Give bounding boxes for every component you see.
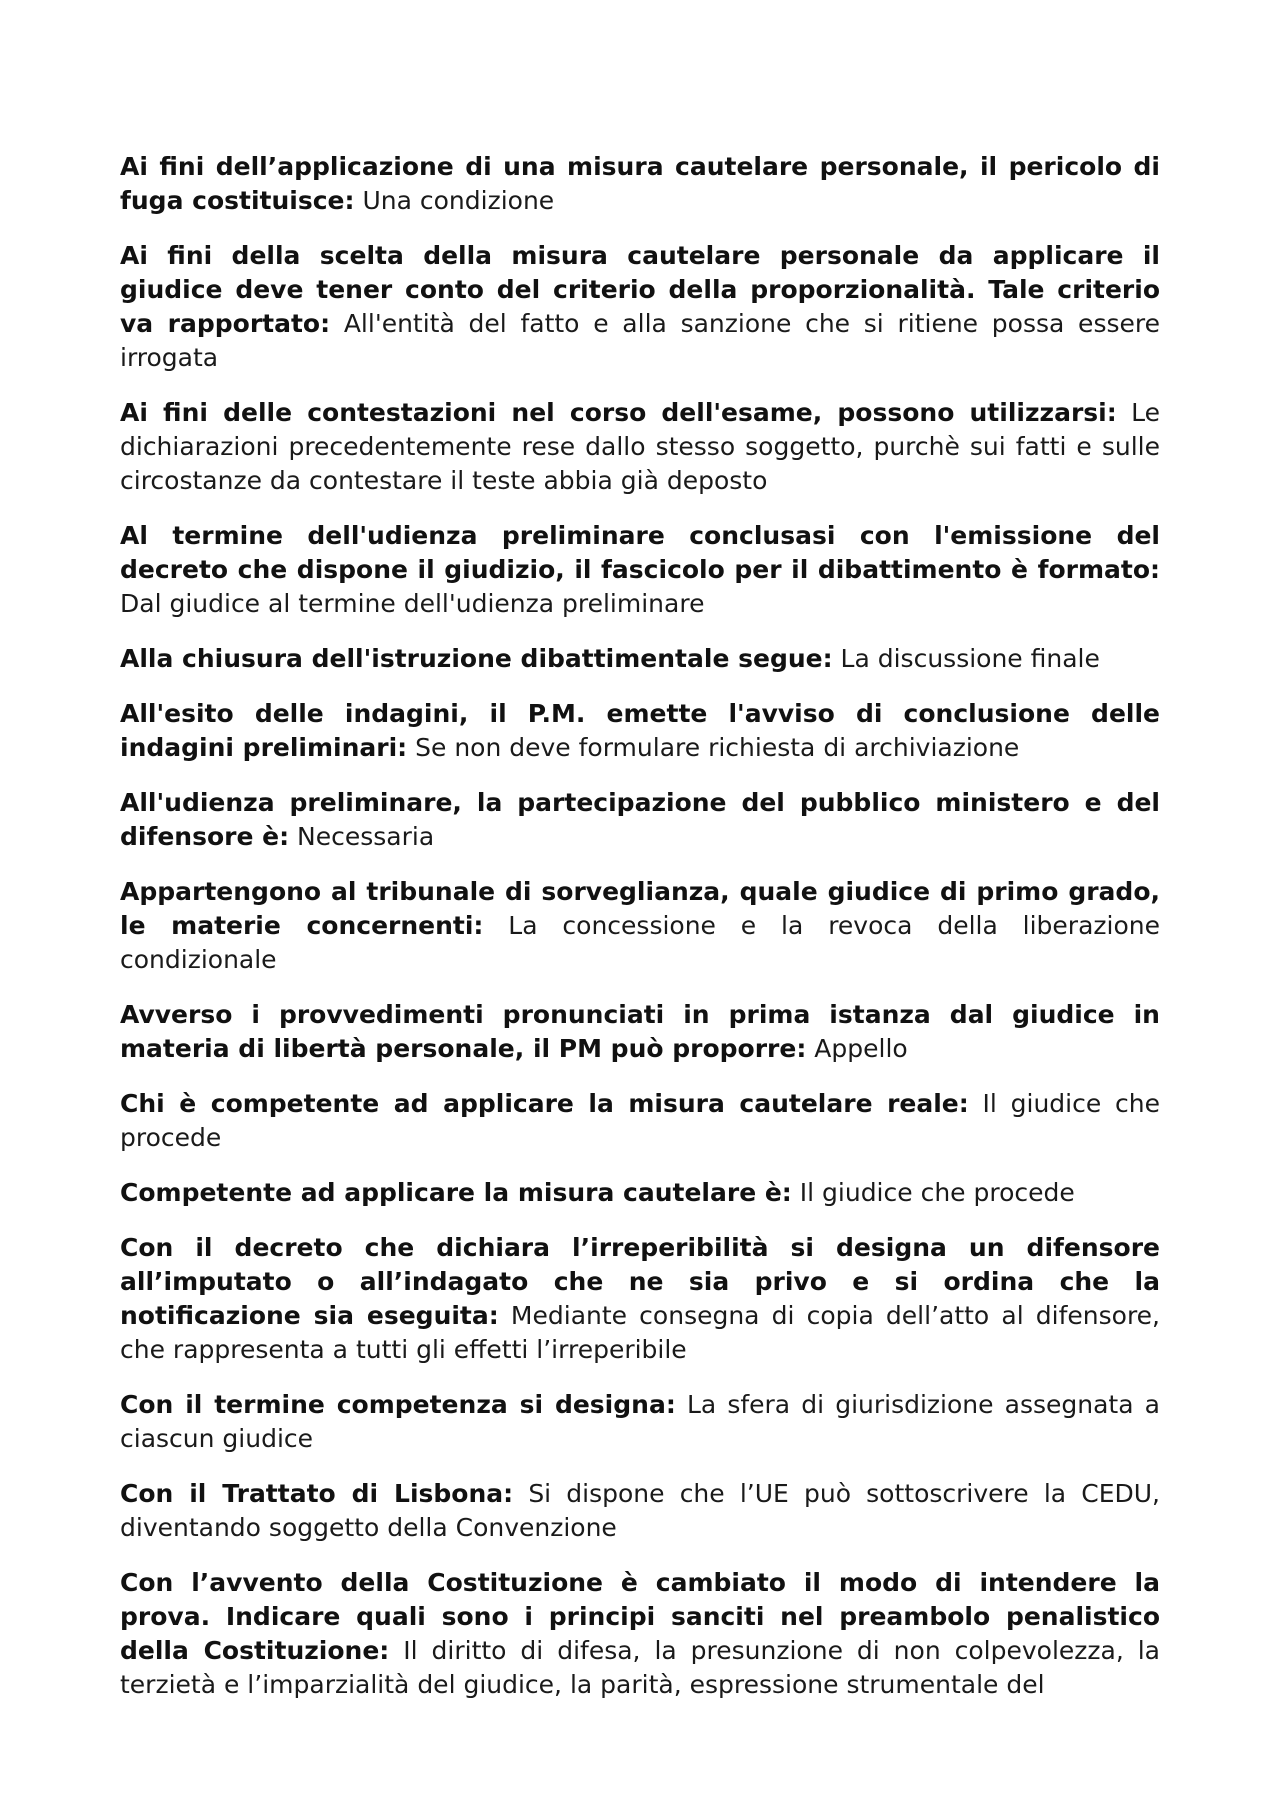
answer: Appello: [814, 1034, 908, 1063]
qa-item-1: [120, 150, 1160, 218]
qa-item-5: [120, 642, 1160, 676]
answer: Il giudice che procede: [120, 1089, 1160, 1152]
qa-item-15: [120, 1566, 1160, 1702]
question: Appartengono al tribunale di sorveglianza, quale giudice di primo grado, le materie concernenti:: [120, 877, 1160, 940]
question: Ai fini della scelta della misura cautelare personale da applicare il giudice deve tener conto del criterio della proporzionalità. Tale criterio va rapportato:: [120, 241, 1160, 338]
qa-item-8: [120, 875, 1160, 977]
qa-item-12: [120, 1231, 1160, 1367]
question: Ai fini dell’applicazione di una misura cautelare personale, il pericolo di fuga costituisce:: [120, 152, 1160, 215]
qa-item-14: [120, 1477, 1160, 1545]
qa-item-7: [120, 786, 1160, 854]
question: Alla chiusura dell'istruzione dibattimentale segue:: [120, 644, 833, 673]
qa-item-10: [120, 1087, 1160, 1155]
answer: Le dichiarazioni precedentemente rese dallo stesso soggetto, purchè sui fatti e sulle circostanze da contestare il teste abbia già deposto: [120, 398, 1160, 495]
qa-item-4: [120, 519, 1160, 621]
qa-item-11: [120, 1176, 1160, 1210]
qa-item-3: [120, 396, 1160, 498]
answer: La sfera di giurisdizione assegnata a ciascun giudice: [120, 1390, 1160, 1453]
question: Chi è competente ad applicare la misura cautelare reale:: [120, 1089, 969, 1118]
qa-item-2: [120, 239, 1160, 375]
answer: Il diritto di difesa, la presunzione di non colpevolezza, la terzietà e l’imparzialità del giudice, la parità, espressione strumentale del: [120, 1636, 1161, 1699]
question: Competente ad applicare la misura cautelare è:: [120, 1178, 792, 1207]
question: Con l’avvento della Costituzione è cambiato il modo di intendere la prova. Indicare quali sono i principi sanciti nel preambolo penalistico della Costituzione:: [120, 1568, 1160, 1665]
question: Al termine dell'udienza preliminare conclusasi con l'emissione del decreto che dispone il giudizio, il fascicolo per il dibattimento è formato:: [120, 521, 1160, 584]
answer: Il giudice che procede: [799, 1178, 1075, 1207]
qa-item-6: [120, 697, 1160, 765]
answer: Se non deve formulare richiesta di archiviazione: [415, 733, 1020, 762]
qa-item-9: [120, 998, 1160, 1066]
qa-item-13: [120, 1388, 1160, 1456]
question: Con il decreto che dichiara l’irreperibilità si designa un difensore all’imputato o all’indagato che ne sia privo e si ordina che la notificazione sia eseguita:: [120, 1233, 1160, 1330]
question: Ai fini delle contestazioni nel corso dell'esame, possono utilizzarsi:: [120, 398, 1117, 427]
question: Con il Trattato di Lisbona:: [120, 1479, 514, 1508]
answer: Si dispone che l’UE può sottoscrivere la CEDU, diventando soggetto della Convenzione: [120, 1479, 1160, 1542]
answer: Necessaria: [297, 822, 435, 851]
question: Avverso i provvedimenti pronunciati in prima istanza dal giudice in materia di libertà personale, il PM può proporre:: [120, 1000, 1160, 1063]
answer: Dal giudice al termine dell'udienza preliminare: [120, 589, 705, 618]
question: All'udienza preliminare, la partecipazione del pubblico ministero e del difensore è:: [120, 788, 1160, 851]
answer: La concessione e la revoca della liberazione condizionale: [120, 911, 1160, 974]
answer: Mediante consegna di copia dell’atto al difensore, che rappresenta a tutti gli effetti l’irreperibile: [120, 1301, 1161, 1364]
answer: La discussione finale: [840, 644, 1100, 673]
question: Con il termine competenza si designa:: [120, 1390, 676, 1419]
answer: All'entità del fatto e alla sanzione che si ritiene possa essere irrogata: [120, 309, 1160, 372]
question: All'esito delle indagini, il P.M. emette l'avviso di conclusione delle indagini preliminari:: [120, 699, 1160, 762]
answer: Una condizione: [362, 186, 555, 215]
document-page: [120, 150, 1160, 1723]
